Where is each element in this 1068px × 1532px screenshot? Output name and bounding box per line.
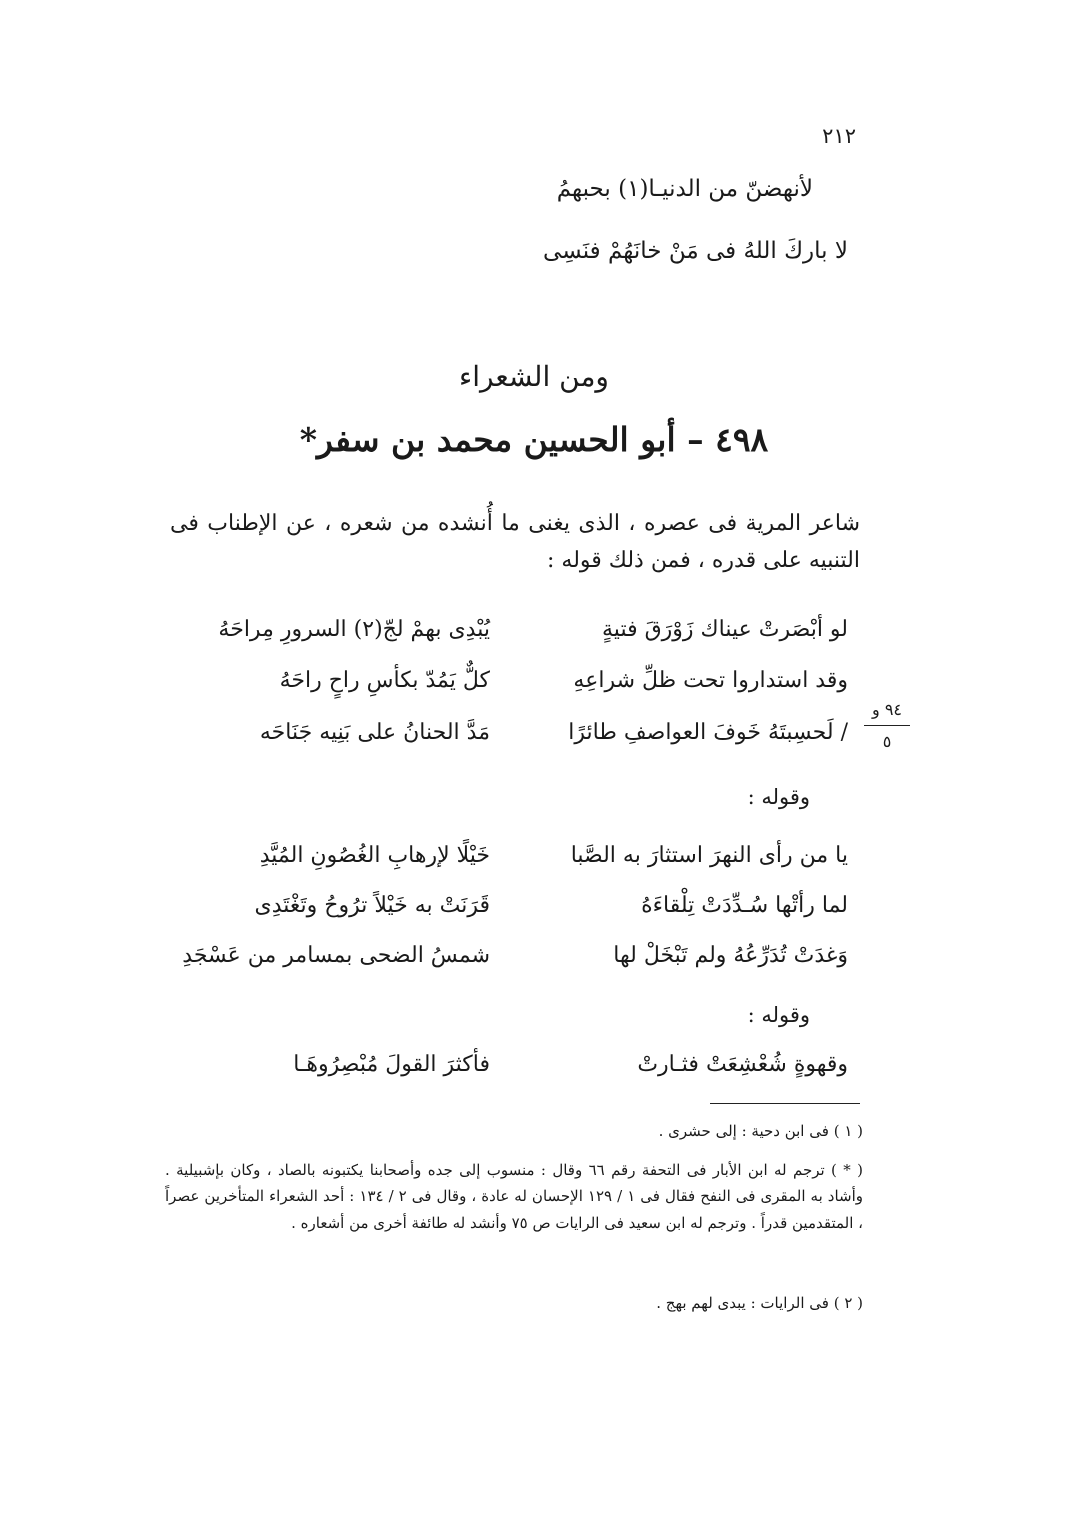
footnote-2: ( ٢ ) فى الرايات : يبدى لهم بهج . xyxy=(656,1294,863,1312)
poem1-line2-right: وقد استداروا تحت ظلِّ شراعِهِ xyxy=(573,668,848,693)
intro-2: وقوله : xyxy=(747,785,810,809)
footnote-star: ( * ) ترجم له ابن الأبار فى التحفة رقم ٦٦ وقال : منسوب إلى جده وأصحابنا يكتبونه بالصاد ، وكان بإشبيلية . وأشاد به المقرى فى النفح فقال فى ١ / ١٢٩ الإحسان له عادة ، وقال فى ٢ / ١٣٤ : أحد الشعراء المتأخرين عصراً ، المتقدمين قدراً . وترجم له ابن سعيد فى الرايات ص ٧٥ وأنشد له طائفة أخرى من أشعاره . xyxy=(165,1161,863,1232)
poem2-line1-left: خَيْلًا لإرهابِ الغُصُونِ المُيَّدِ xyxy=(259,843,490,868)
footnote-1: ( ١ ) فى ابن دحية : إلى حشرى . xyxy=(658,1122,863,1140)
poem3-line1-left: فأكثرَ القولَ مُبْصِرُوهَـا xyxy=(293,1052,490,1077)
top-poem-line-2: لا باركَ اللهُ فى مَنْ خانَهُمْ فنَسِى xyxy=(543,238,848,264)
poem1-line2-left: كلٌّ يَمُدّ بكأسِ راحٍ راحَهُ xyxy=(279,668,490,693)
footnote-separator xyxy=(710,1103,860,1104)
intro-3: وقوله : xyxy=(747,1003,810,1027)
section-heading: ومن الشعراء xyxy=(459,360,609,393)
poem1-line3-right: / لَحسِبتَهُ خَوفَ العواصفِ طائرًا xyxy=(568,720,848,745)
poem1-line3-left: مَدَّ الحنانُ على بَنِيه جَنَاحَه xyxy=(259,720,490,745)
poem2-line3-left: شمسُ الضحى بمسامر من عَسْجَدِ xyxy=(182,943,490,968)
top-poem-line-1: لأنهضنّ من الدنيـا(١) بحبهمُ xyxy=(556,176,813,202)
poem2-line2-left: قَرَنَتْ به خَيْلاً ترُوحُ وتَغْتَدِى xyxy=(254,893,490,918)
intro-paragraph: شاعر المرية فى عصره ، الذى يغنى ما أُنشده من شعره ، عن الإطناب فى التنبيه على قدره ، فمن ذلك قوله : xyxy=(170,511,860,574)
margin-folio-top: ٩٤ و xyxy=(872,700,902,719)
page-number: ٢١٢ xyxy=(822,124,856,148)
poem1-line1-right: لو أبْصَرتْ عيناك زَوْرَقَ فتيةٍ xyxy=(602,617,848,642)
poem2-line1-right: يا من رأى النهرَ استثارَ به الصَّبا xyxy=(570,843,848,868)
margin-folio-note xyxy=(864,700,910,751)
poem1-line1-left: يُبْدِى بهمْ لجّ(٢) السرورِ مِراحَهُ xyxy=(218,617,490,642)
entry-title: ٤٩٨ – أبو الحسين محمد بن سفر* xyxy=(299,420,769,459)
poem2-line3-right: وَغدَتْ تُدَرِّعُهُ ولم تَبْخَلْ لها xyxy=(613,943,848,968)
margin-folio-bottom: ٥ xyxy=(882,732,892,751)
poem3-line1-right: وقهوةٍ شُعْشِعَتْ فثـارتْ xyxy=(637,1052,848,1077)
poem2-line2-right: لما رأتْها سُـدِّدَتْ تِلْقاءَهُ xyxy=(641,893,848,918)
margin-folio-rule xyxy=(864,725,910,726)
